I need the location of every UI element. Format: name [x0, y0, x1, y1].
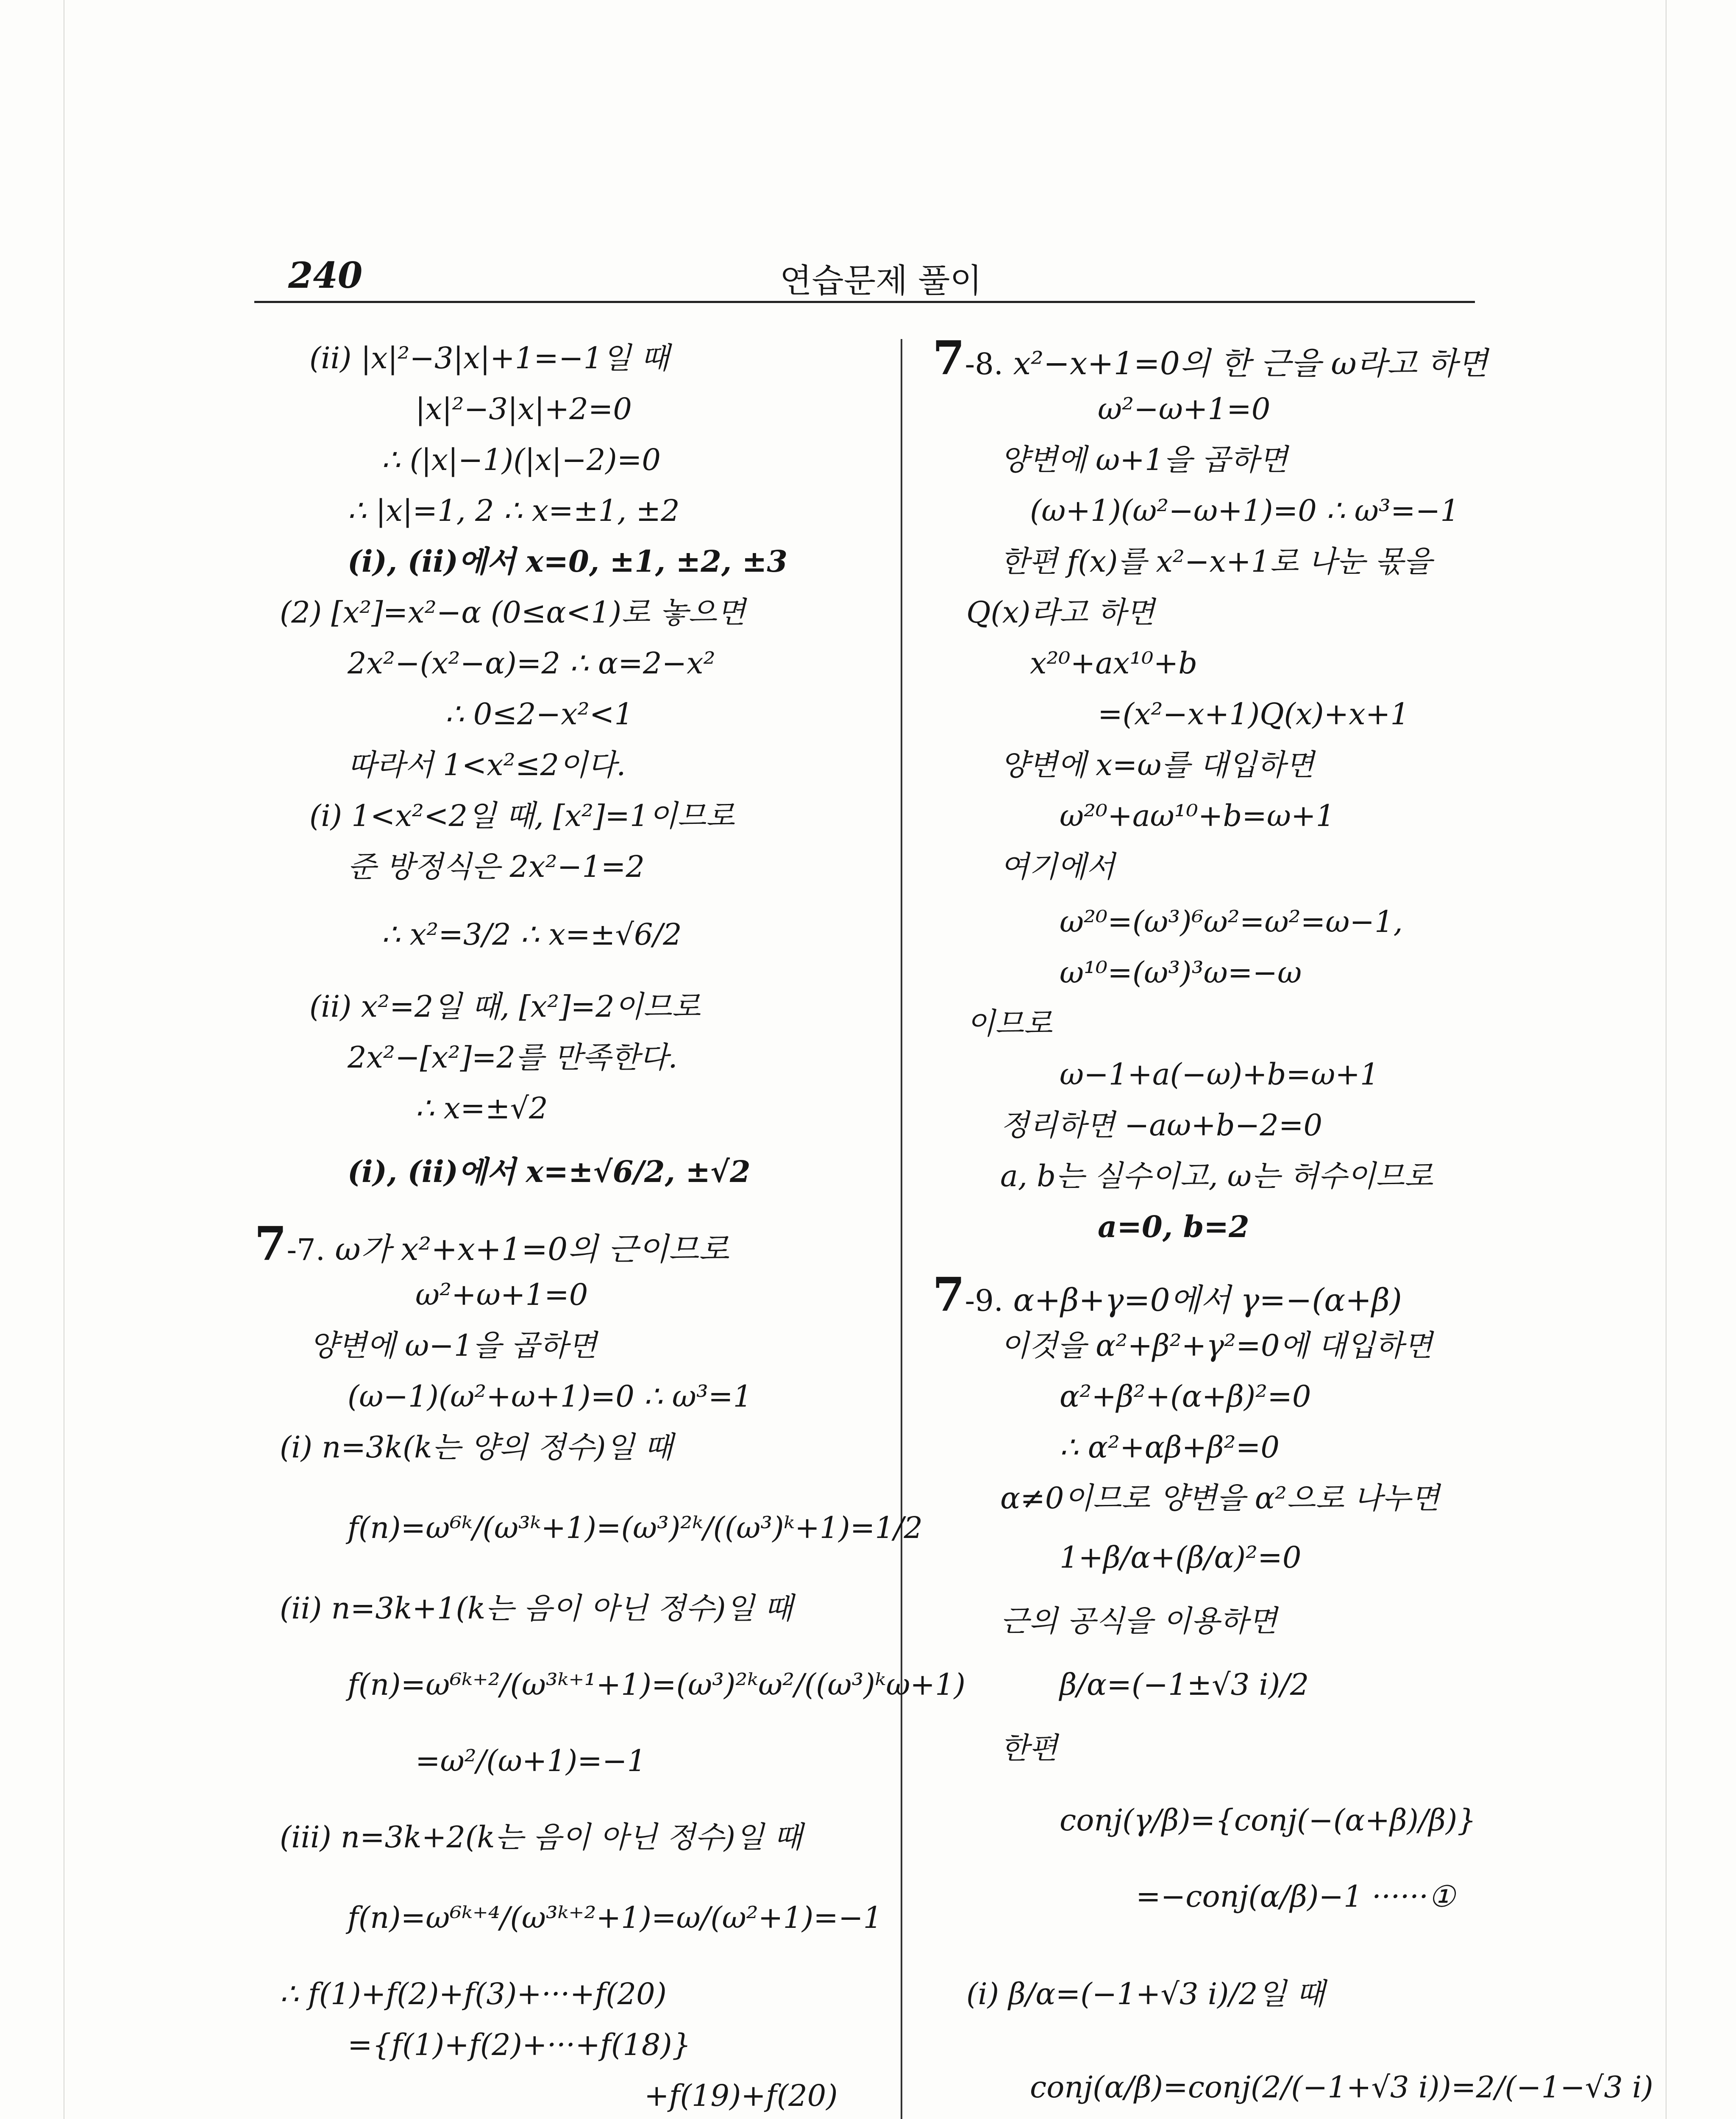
column-divider — [901, 339, 902, 2119]
solution-line: 1+β/α+(β/α)²=0 — [1060, 1540, 1302, 1575]
solution-line: (ii) n=3k+1(k는 음이 아닌 정수)일 때 — [280, 1591, 793, 1626]
page-header — [254, 254, 1475, 301]
header-rule — [254, 301, 1475, 303]
solution-line: ∴ x²=3/2 ∴ x=±√6/2 — [381, 917, 682, 952]
solution-line: 한편 f(x)를 x²−x+1로 나눈 몫을 — [1000, 544, 1432, 579]
solution-line: 이므로 — [966, 1006, 1052, 1041]
solution-line: (ω+1)(ω²−ω+1)=0 ∴ ω³=−1 — [1030, 493, 1459, 528]
solution-line: conj(α/β)=conj(2/(−1+√3 i))=2/(−1−√3 i) — [1030, 2070, 1653, 2105]
solution-line: (ω−1)(ω²+ω+1)=0 ∴ ω³=1 — [348, 1379, 752, 1414]
problem-header-7-8 — [932, 331, 1488, 385]
solution-line: =ω²/(ω+1)=−1 — [415, 1744, 646, 1778]
solution-line: ∴ α²+αβ+β²=0 — [1060, 1430, 1280, 1465]
solution-line: 여기에서 — [1000, 849, 1115, 884]
problem-subnumber: -9. — [965, 1283, 1003, 1318]
solution-line: (i) n=3k(k는 양의 정수)일 때 — [280, 1430, 673, 1465]
solution-line: ∴ 0≤2−x²<1 — [445, 697, 633, 731]
solution-line: 준 방정식은 2x²−1=2 — [348, 849, 645, 884]
solution-line: x²−x+1=0의 한 근을 ω라고 하면 — [1013, 345, 1488, 382]
problem-subnumber: -7. — [287, 1232, 325, 1267]
solution-line: 양변에 ω+1을 곱하면 — [1000, 442, 1288, 477]
solution-line: α≠0이므로 양변을 α²으로 나누면 — [1000, 1481, 1440, 1516]
solution-line: f(n)=ω⁶ᵏ⁺²/(ω³ᵏ⁺¹+1)=(ω³)²ᵏω²/((ω³)ᵏω+1) — [348, 1667, 965, 1702]
solution-line: α²+β²+(α+β)²=0 — [1060, 1379, 1311, 1414]
solution-line: |x|²−3|x|+2=0 — [415, 392, 632, 426]
running-title: 연습문제 풀이 — [780, 262, 982, 300]
solution-line: ={f(1)+f(2)+···+f(18)} — [348, 2027, 691, 2062]
solution-line: 2x²−(x²−α)=2 ∴ α=2−x² — [348, 646, 715, 681]
solution-line: ∴ (|x|−1)(|x|−2)=0 — [381, 442, 661, 477]
problem-subnumber: -8. — [965, 347, 1003, 381]
solution-line: ∴ f(1)+f(2)+f(3)+···+f(20) — [280, 1977, 667, 2011]
solution-line: a, b는 실수이고, ω는 허수이므로 — [1000, 1159, 1433, 1193]
solution-line: 양변에 x=ω를 대입하면 — [1000, 748, 1314, 782]
solution-line: 2x²−[x²]=2를 만족한다. — [348, 1040, 678, 1075]
answer-line: (i), (ii)에서 x=0, ±1, ±2, ±3 — [348, 544, 787, 579]
solution-line: 한편 — [1000, 1731, 1058, 1766]
problem-number: 7 — [932, 1267, 965, 1322]
answer-line: a=0, b=2 — [1098, 1209, 1249, 1244]
solution-line: =(x²−x+1)Q(x)+x+1 — [1098, 697, 1409, 731]
solution-line: ω−1+a(−ω)+b=ω+1 — [1060, 1057, 1379, 1092]
solution-line: β/α=(−1±√3 i)/2 — [1060, 1667, 1309, 1702]
solution-line: (2) [x²]=x²−α (0≤α<1)로 놓으면 — [280, 595, 746, 630]
solution-line: (i) 1<x²<2일 때, [x²]=1이므로 — [309, 798, 735, 833]
solution-line: ω¹⁰=(ω³)³ω=−ω — [1060, 955, 1302, 990]
problem-header-7-9 — [932, 1267, 1402, 1322]
solution-line: 따라서 1<x²≤2이다. — [348, 748, 626, 782]
solution-line: ω²⁰=(ω³)⁶ω²=ω²=ω−1, — [1060, 904, 1403, 939]
solution-line: 근의 공식을 이용하면 — [1000, 1604, 1277, 1638]
solution-line: ω가 x²+x+1=0의 근이므로 — [335, 1231, 729, 1268]
page-number: 240 — [288, 254, 363, 296]
solution-line: 양변에 ω−1을 곱하면 — [309, 1328, 597, 1363]
solution-line: Q(x)라고 하면 — [966, 595, 1155, 630]
solution-line: 정리하면 −aω+b−2=0 — [1000, 1108, 1323, 1143]
solution-line: 이것을 α²+β²+γ²=0에 대입하면 — [1000, 1328, 1433, 1363]
solution-line: =−conj(α/β)−1 ······① — [1136, 1879, 1455, 1914]
solution-line: (iii) n=3k+2(k는 음이 아닌 정수)일 때 — [280, 1820, 802, 1855]
problem-number: 7 — [254, 1216, 287, 1271]
solution-line: (ii) x²=2일 때, [x²]=2이므로 — [309, 989, 701, 1024]
solution-line: α+β+γ=0에서 γ=−(α+β) — [1013, 1282, 1402, 1318]
solution-line: (ii) |x|²−3|x|+1=−1일 때 — [309, 341, 669, 375]
solution-line: ∴ |x|=1, 2 ∴ x=±1, ±2 — [348, 493, 680, 528]
problem-header-7-7 — [254, 1216, 729, 1271]
solution-line: ω²⁰+aω¹⁰+b=ω+1 — [1060, 798, 1335, 833]
solution-line: f(n)=ω⁶ᵏ/(ω³ᵏ+1)=(ω³)²ᵏ/((ω³)ᵏ+1)=1/2 — [348, 1510, 923, 1545]
solution-line: f(n)=ω⁶ᵏ⁺⁴/(ω³ᵏ⁺²+1)=ω/(ω²+1)=−1 — [348, 1900, 882, 1935]
solution-line: x²⁰+ax¹⁰+b — [1030, 646, 1198, 681]
solution-line: ∴ x=±√2 — [415, 1091, 548, 1126]
answer-line: (i), (ii)에서 x=±√6/2, ±√2 — [348, 1154, 751, 1189]
problem-number: 7 — [932, 331, 965, 385]
solution-line: ω²−ω+1=0 — [1098, 392, 1271, 426]
solution-line: conj(γ/β)={conj(−(α+β)/β)} — [1060, 1803, 1476, 1838]
solution-line: ω²+ω+1=0 — [415, 1277, 588, 1312]
solution-line: (i) β/α=(−1+√3 i)/2일 때 — [966, 1977, 1325, 2011]
solution-line: +f(19)+f(20) — [644, 2078, 838, 2113]
